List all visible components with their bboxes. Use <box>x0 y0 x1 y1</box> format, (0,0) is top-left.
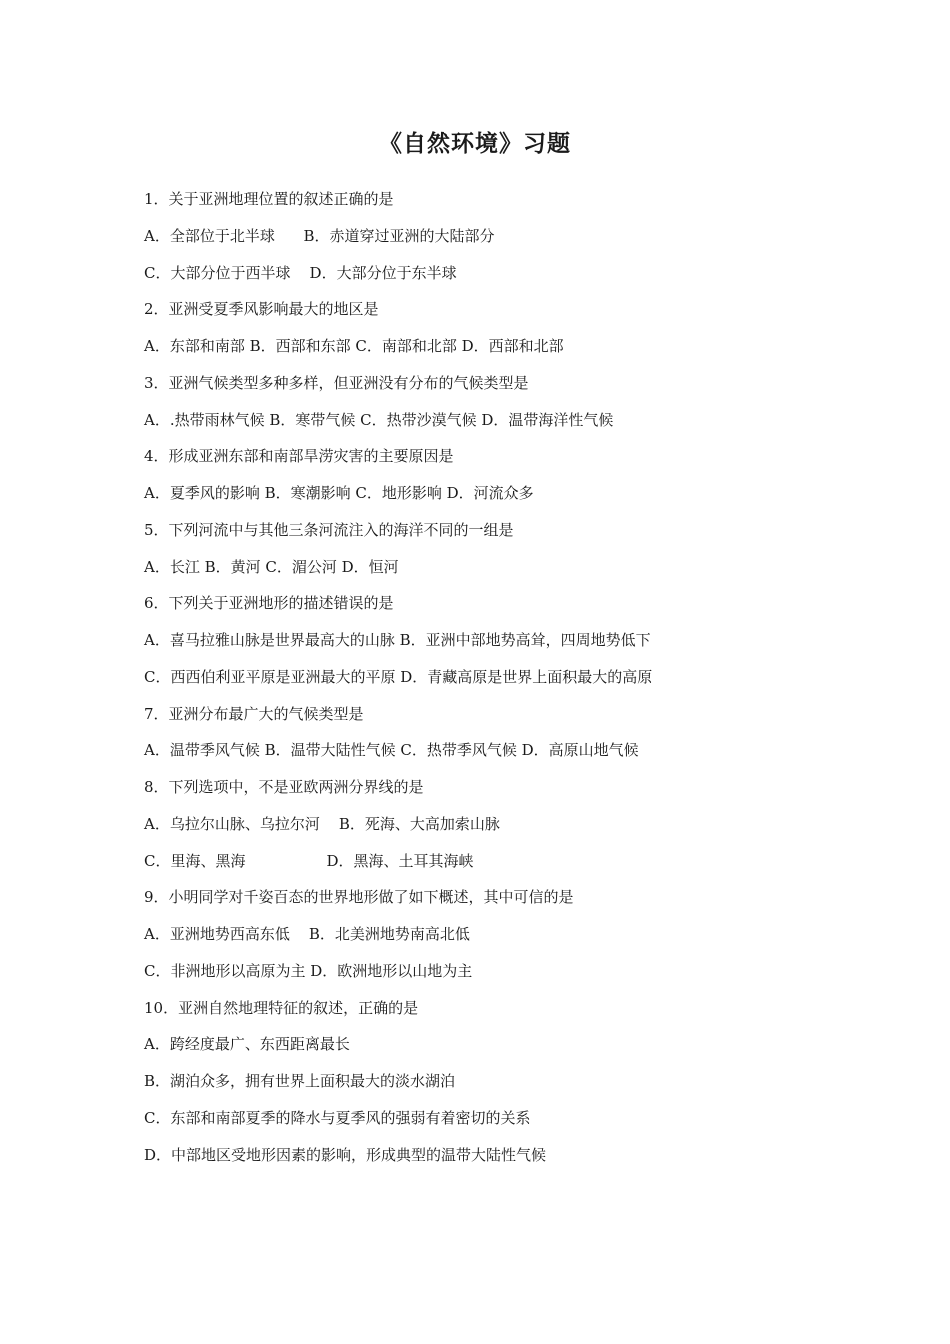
text-line: D．中部地区受地形因素的影响，形成典型的温带大陆性气候 <box>144 1145 547 1164</box>
text-line: 6．下列关于亚洲地形的描述错误的是 <box>144 594 394 613</box>
text-line: 7．亚洲分布最广大的气候类型是 <box>144 704 364 723</box>
text-line: 3．亚洲气候类型多种多样，但亚洲没有分布的气候类型是 <box>144 373 529 392</box>
text-line: A．长江 B．黄河 C．湄公河 D．恒河 <box>144 557 399 576</box>
document-title: 《自然环境》习题 <box>379 130 571 157</box>
text-line: C．里海、黑海 D．黑海、土耳其海峡 <box>144 851 474 870</box>
text-line: 2．亚洲受夏季风影响最大的地区是 <box>144 300 379 319</box>
text-line: 5．下列河流中与其他三条河流注入的海洋不同的一组是 <box>144 520 514 539</box>
text-line: C．东部和南部夏季的降水与夏季风的强弱有着密切的关系 <box>144 1108 531 1127</box>
text-line: A．跨经度最广、东西距离最长 <box>144 1035 350 1054</box>
text-line: 4．形成亚洲东部和南部旱涝灾害的主要原因是 <box>144 447 454 466</box>
text-line: B．湖泊众多，拥有世界上面积最大的淡水湖泊 <box>144 1072 456 1090</box>
text-line: C．非洲地形以高原为主 D．欧洲地形以山地为主 <box>144 961 473 980</box>
text-line: A．东部和南部 B．西部和东部 C．南部和北部 D．西部和北部 <box>144 337 564 355</box>
text-line: A．.热带雨林气候 B．寒带气候 C．热带沙漠气候 D．温带海洋性气候 <box>144 410 614 429</box>
text-line: 9．小明同学对千姿百态的世界地形做了如下概述，其中可信的是 <box>144 888 574 907</box>
text-line: A．喜马拉雅山脉是世界最高大的山脉 B．亚洲中部地势高耸，四周地势低下 <box>144 631 651 649</box>
text-line: A．乌拉尔山脉、乌拉尔河 B．死海、大高加索山脉 <box>144 814 500 833</box>
text-line: A．夏季风的影响 B．寒潮影响 C．地形影响 D．河流众多 <box>144 484 534 502</box>
text-line: C．西西伯利亚平原是亚洲最大的平原 D．青藏高原是世界上面积最大的高原 <box>144 667 653 686</box>
text-line: 8．下列选项中，不是亚欧两洲分界线的是 <box>144 778 424 796</box>
question-list <box>144 186 864 1178</box>
text-line: C．大部分位于西半球 D．大部分位于东半球 <box>144 263 457 282</box>
text-line: 1．关于亚洲地理位置的叙述正确的是 <box>144 190 394 208</box>
text-line: A．亚洲地势西高东低 B．北美洲地势南高北低 <box>144 925 470 943</box>
text-line: 10．亚洲自然地理特征的叙述，正确的是 <box>144 998 419 1017</box>
text-line: A．温带季风气候 B．温带大陆性气候 C．热带季风气候 D．高原山地气候 <box>144 741 639 760</box>
text-line: A．全部位于北半球 B．赤道穿过亚洲的大陆部分 <box>144 226 495 245</box>
